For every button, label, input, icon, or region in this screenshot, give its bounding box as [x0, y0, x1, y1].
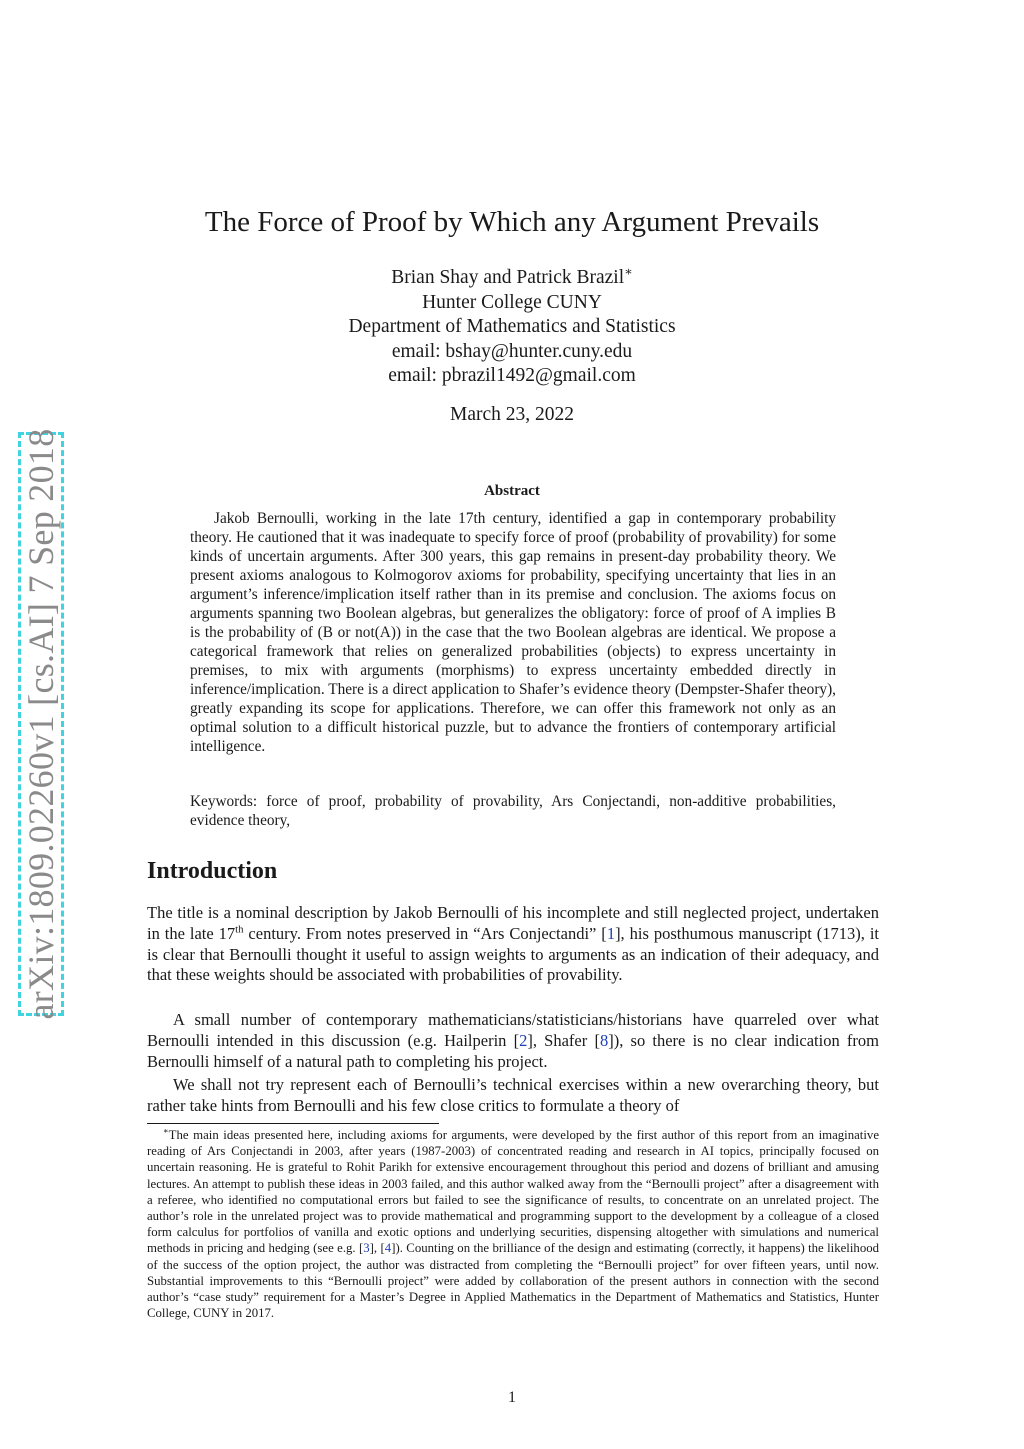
- paper-title: The Force of Proof by Which any Argument Prevails: [204, 206, 820, 238]
- author-names: [0, 266, 1024, 291]
- citation-link-3[interactable]: 3: [363, 1241, 370, 1256]
- intro-p1-text-b: century. From notes preserved in “Ars Conjectandi” [: [243, 923, 607, 943]
- abstract-body: Jakob Bernoulli, working in the late 17th century, identified a gap in contemporary probability theory. He cautioned that it was inadequate to specify force of proof (probability of provability) for some kinds of uncertain arguments. After 300 years, this gap remains in present-day probability theory. We present axioms analogous to Kolmogorov axioms for probability, specifying uncertainty that lies in an argument’s inference/implication itself rather than in its premise and conclusion. The axioms focus on arguments spanning two Boolean algebras, but generalizes the obligatory: force of proof of A implies B is the probability of (B or not(A)) in the case that the two Boolean algebras are identical. We propose a categorical framework that relies on generalized probabilities (objects) to express uncertainty in premises, to mix with arguments (morphisms) to express uncertainty embedded directly in inference/implication. There is a direct application to Shafer’s evidence theory (Dempster-Shafer theory), greatly expanding its scope for applications. Therefore, we can offer this framework not only as an optimal solution to a difficult historical puzzle, but to advance the frontiers of contemporary artificial intelligence.: [190, 510, 836, 755]
- footnote: [147, 1127, 879, 1321]
- footnote-text-a: The main ideas presented here, including axioms for arguments, were developed by the first author of this report from an imaginative reading of Ars Conjectandi in 2003, after years (1987-2003) of concentrated reading and research in AI topics, principally focused on uncertain reasoning. He is grateful to Rohit Parikh for extensive encouragement throughout this period and dozens of brilliant and amusing lectures. An attempt to publish these ideas in 2003 failed, and this author walked away from the “Bernoulli project” after a disagreement with a referee, who identified no computational errors but failed to see the significance of results, to concentrate on an unrelated project. The author’s role in the unrelated project was to provide mathematical and programming support to the development by a colleague of a closed form calculus for portfolios of vanilla and exotic options and underlying securities, dispensing altogether with simulations and numerical methods in pricing and hedging (see e.g. [: [147, 1128, 879, 1256]
- intro-paragraph-3: We shall not try represent each of Bernoulli’s technical exercises within a new overarching theory, but rather take hints from Bernoulli and his few close critics to formulate a theory of: [147, 1075, 879, 1115]
- author-block: [0, 266, 1024, 389]
- section-heading-introduction: Introduction: [147, 858, 278, 884]
- intro-paragraph-1: [147, 903, 879, 986]
- intro-p1-text-c: ], his posthumous manuscript (1713), it is clear that Bernoulli thought it useful to assign weights to arguments as an indication of their adequacy, and that these weights should be associated with probabilities of provability.: [147, 923, 880, 985]
- author-affiliation: Hunter College CUNY: [422, 291, 602, 313]
- citation-link-4[interactable]: 4: [384, 1241, 392, 1256]
- intro-p2-text-c: ]), so there is no clear indication from Bernoulli himself of a natural path to completing his project.: [147, 1030, 879, 1071]
- keywords: Keywords: force of proof, probability of provability, Ars Conjectandi, non-additive probabilities, evidence theory,: [190, 793, 836, 829]
- intro-p2-text-b: ], Shafer [: [527, 1030, 600, 1050]
- author-email-1: email: bshay@hunter.cuny.edu: [391, 340, 633, 362]
- author-department: Department of Mathematics and Statistics: [348, 316, 676, 337]
- paper-date: March 23, 2022: [449, 404, 575, 425]
- footnote-text-b: ]). Counting on the brilliance of the design and estimating (correctly, it happens) the likelihood of the success of the option project, the author was distracted from completing the “Bernoulli project” for over fifteen years, until now. Substantial improvements to this “Bernoulli project” were added by collaboration of the present authors in connection with the second author’s “case study” requirement for a Master’s Degree in Applied Mathematics in the Department of Mathematics and Statistics, Hunter College, CUNY in 2017.: [147, 1241, 880, 1321]
- footnote-separator: ], [: [369, 1241, 385, 1256]
- footnote-mark: ∗: [163, 1126, 169, 1136]
- arxiv-stamp-text: arXiv:1809.02260v1 [cs.AI] 7 Sep 2018: [21, 428, 61, 1020]
- footnote-rule: [147, 1123, 439, 1124]
- citation-link-2[interactable]: 2: [519, 1030, 528, 1050]
- intro-paragraph-2: [147, 1010, 879, 1072]
- author-names-text: Brian Shay and Patrick Brazil: [391, 267, 625, 288]
- citation-link-1[interactable]: 1: [606, 923, 616, 943]
- intro-p2-text-a: A small number of contemporary mathematicians/statisticians/historians have quarreled over what Bernoulli intended in this discussion (e.g. Hailperin [: [147, 1010, 879, 1050]
- page-number: 1: [508, 1389, 516, 1406]
- citation-link-8[interactable]: 8: [599, 1030, 609, 1050]
- intro-p1-text-a: The title is a nominal description by Jakob Bernoulli of his incomplete and still neglected project, undertaken in the late 17: [147, 903, 879, 943]
- abstract-heading: Abstract: [484, 483, 540, 499]
- footnote-marker[interactable]: ∗: [624, 264, 633, 279]
- author-email-2: email: pbrazil1492@gmail.com: [388, 365, 636, 386]
- intro-p1-superscript: th: [235, 923, 244, 936]
- arxiv-stamp: [18, 428, 64, 1020]
